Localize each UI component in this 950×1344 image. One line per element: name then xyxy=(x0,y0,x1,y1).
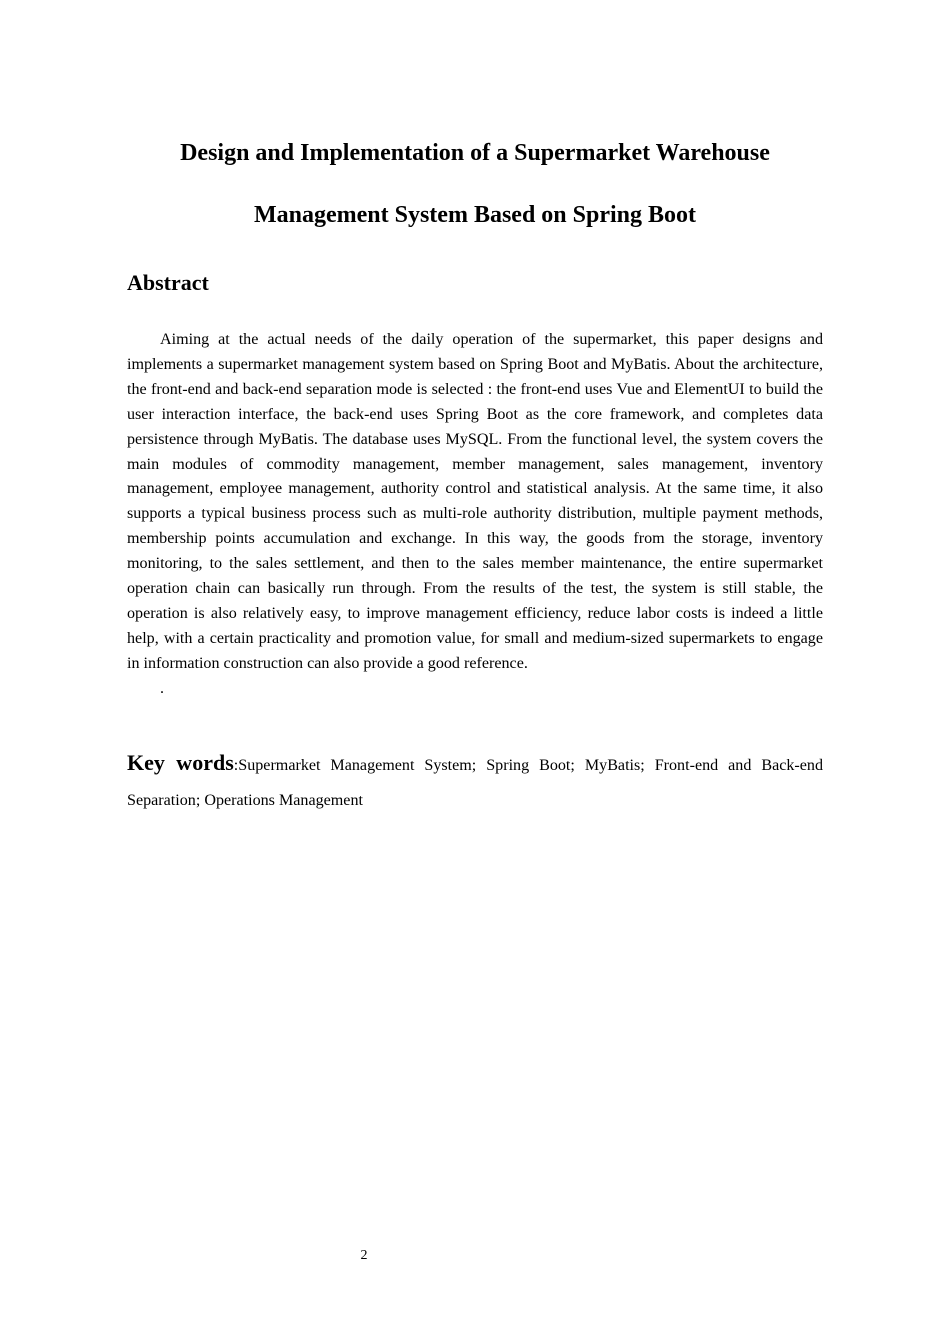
abstract-heading: Abstract xyxy=(127,270,209,295)
paper-title-line-1: Design and Implementation of a Supermarket Warehouse xyxy=(180,140,770,166)
keywords-list: Supermarket Management System; Spring Boot; MyBatis; Front-end and Back-end Separation; Operations Management xyxy=(127,757,823,809)
keywords-colon: : xyxy=(233,757,239,774)
keywords-section xyxy=(127,745,823,818)
trailing-dot: . xyxy=(160,680,164,697)
page-number: 2 xyxy=(360,1248,368,1263)
paper-title-line-2: Management System Based on Spring Boot xyxy=(253,202,697,228)
keywords-label: Key words xyxy=(127,750,234,775)
abstract-paragraph: Aiming at the actual needs of the daily operation of the supermarket, this paper designs and implements a supermarket management system based on Spring Boot and MyBatis. About the architecture, the front-end and back-end separation mode is selected : the front-end uses Vue and ElementUI to build the user interaction interface, the back-end uses Spring Boot as the core framework, and completes data persistence through MyBatis. The database uses MySQL. From the functional level, the system covers the main modules of commodity management, member management, sales management, inventory management, employee management, authority control and statistical analysis. At the same time, it also supports a typical business process such as multi-role authority distribution, multiple payment methods, membership points accumulation and exchange. In this way, the goods from the storage, inventory monitoring, to the sales settlement, and then to the sales member maintenance, the entire supermarket operation chain can basically run through. From the results of the test, the system is still stable, the operation is also relatively easy, to improve management efficiency, reduce labor costs is indeed a little help, with a certain practicality and promotion value, for small and medium-sized supermarkets to engage in information construction can also provide a good reference. xyxy=(127,331,823,672)
